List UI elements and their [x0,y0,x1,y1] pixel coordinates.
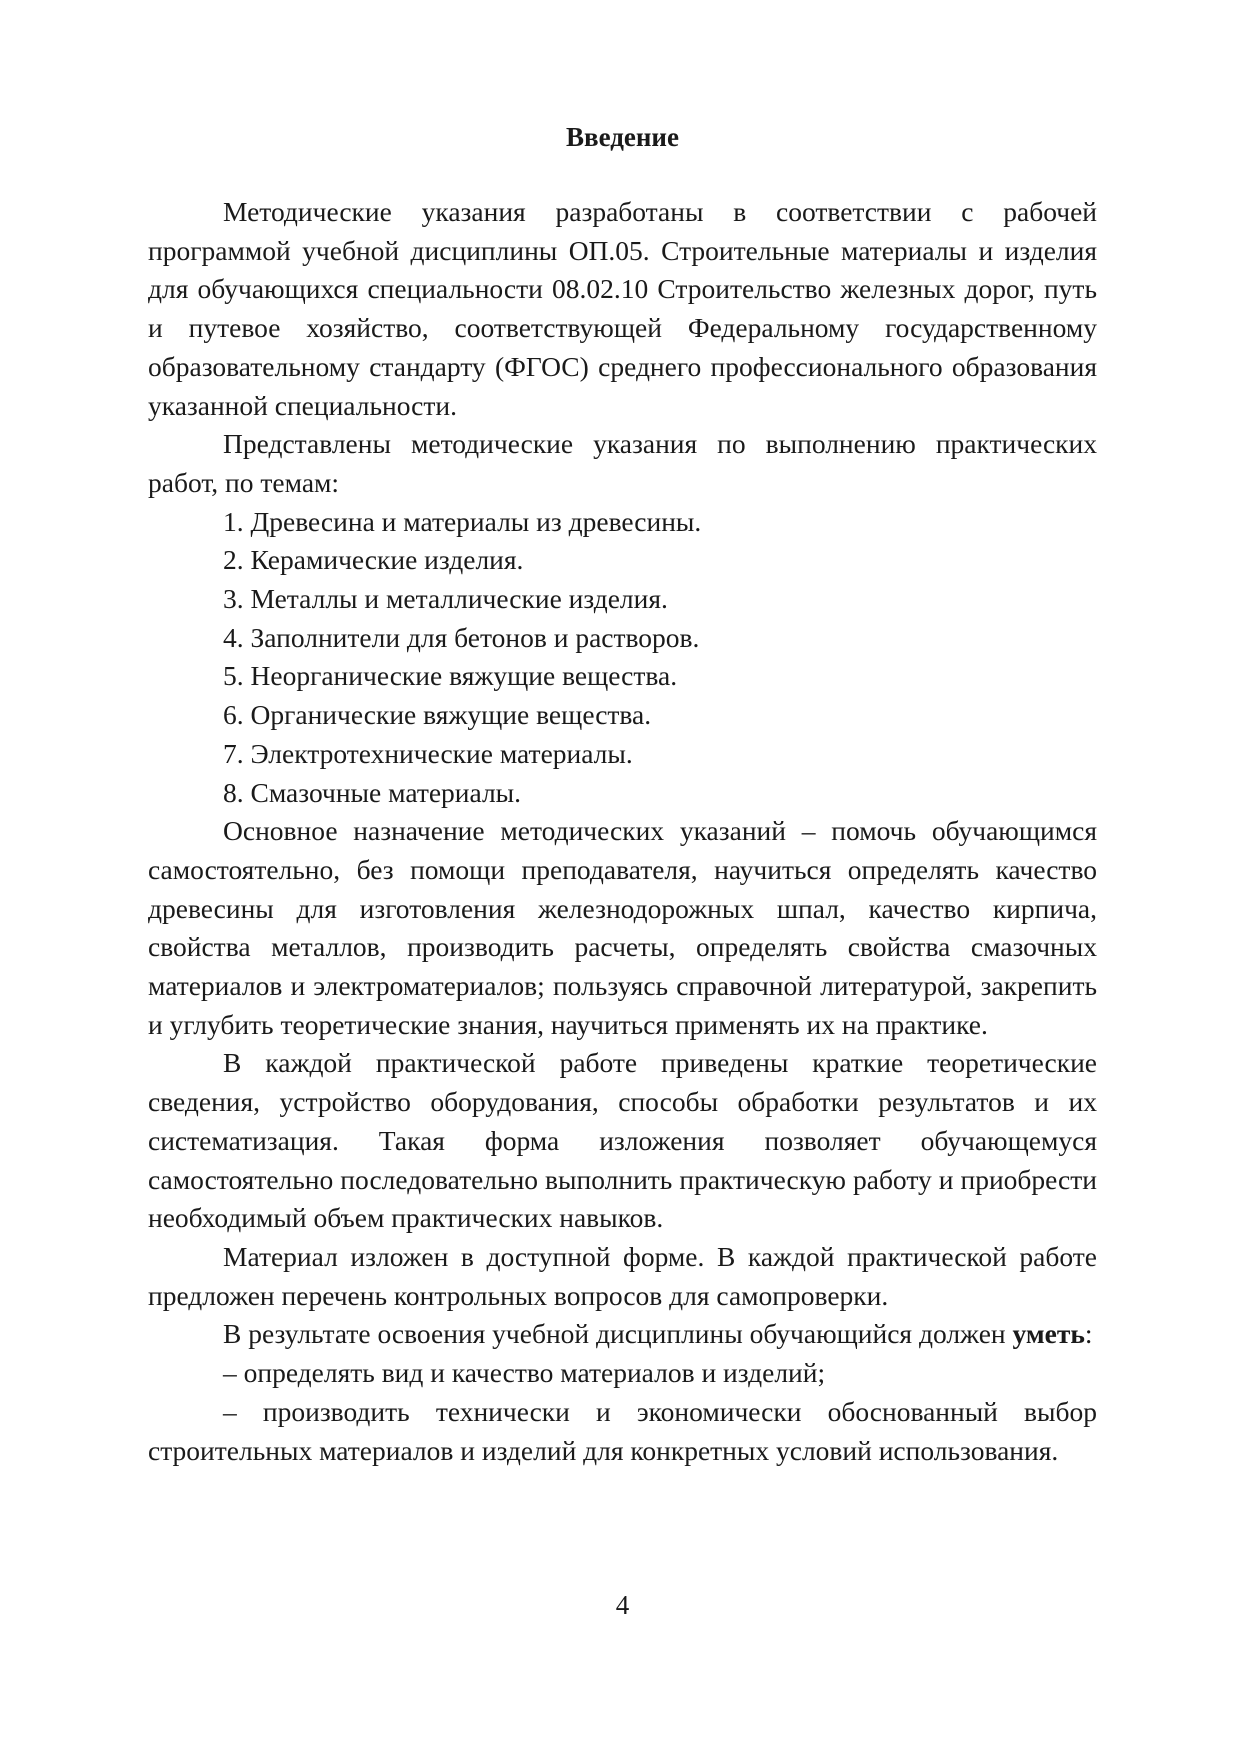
paragraph-topics-intro: Представлены методические указания по выполнению практических работ, по темам: [148,428,1097,498]
skill-item-1: – определять вид и качество материалов и изделий; [223,1357,826,1389]
learning-outcome-lead: В результате освоения учебной дисциплины обучающийся должен [223,1318,1006,1350]
document-body [148,193,1097,1470]
skill-item-2: – производить технически и экономически обоснованный выбор строительных материалов и изделий для конкретных условий использования. [148,1395,1097,1466]
list-item-topic-4: 4. Заполнители для бетонов и растворов. [223,621,700,653]
paragraph-material-form: Материал изложен в доступной форме. В каждой практической работе предложен перечень контрольных вопросов для самопроверки. [148,1240,1097,1311]
paragraph-learning-outcome [148,1315,1097,1354]
paragraph-purpose: Методические указания разработаны в соответствии с рабочей программой учебной дисциплины ОП.05. Строительные материалы и изделия для обучающихся специальности 08.02.10 Строительство железных дорог, путь и путевое хозяйство, соответствующей Федеральному государственному образовательному стандарту (ФГОС) среднего профессионального образования указанной специальности. [148,196,1097,421]
paragraph-main-goal: Основное назначение методических указаний – помочь обучающимся самостоятельно, без помощи преподавателя, научиться определять качество древесины для изготовления железнодорожных шпал, качество кирпича, свойства металлов, производить расчеты, определять свойства смазочных материалов и электроматериалов; пользуясь справочной литературой, закрепить и углубить теоретические знания, научиться применять их на практике. [148,815,1097,1040]
learning-outcome-keyword: уметь [1012,1318,1085,1350]
page-number: 4 [615,1590,630,1620]
list-item-topic-2: 2. Керамические изделия. [223,544,524,576]
list-item-topic-7: 7. Электротехнические материалы. [223,737,633,769]
document-page [148,0,1097,1754]
list-item-topic-8: 8. Смазочные материалы. [223,776,522,808]
page-title: Введение [566,122,679,152]
list-item-topic-5: 5. Неорганические вяжущие вещества. [223,660,678,692]
learning-outcome-colon: : [1084,1318,1093,1350]
paragraph-work-structure: В каждой практической работе приведены краткие теоретические сведения, устройство оборудования, способы обработки результатов и их систематизация. Такая форма изложения позволяет обучающемуся самостоятельно последовательно выполнить практическую работу и приобрести необходимый объем практических навыков. [148,1047,1097,1234]
list-item-topic-3: 3. Металлы и металлические изделия. [223,583,668,615]
list-item-topic-1: 1. Древесина и материалы из древесины. [223,505,702,537]
list-item-topic-6: 6. Органические вяжущие вещества. [223,699,652,731]
